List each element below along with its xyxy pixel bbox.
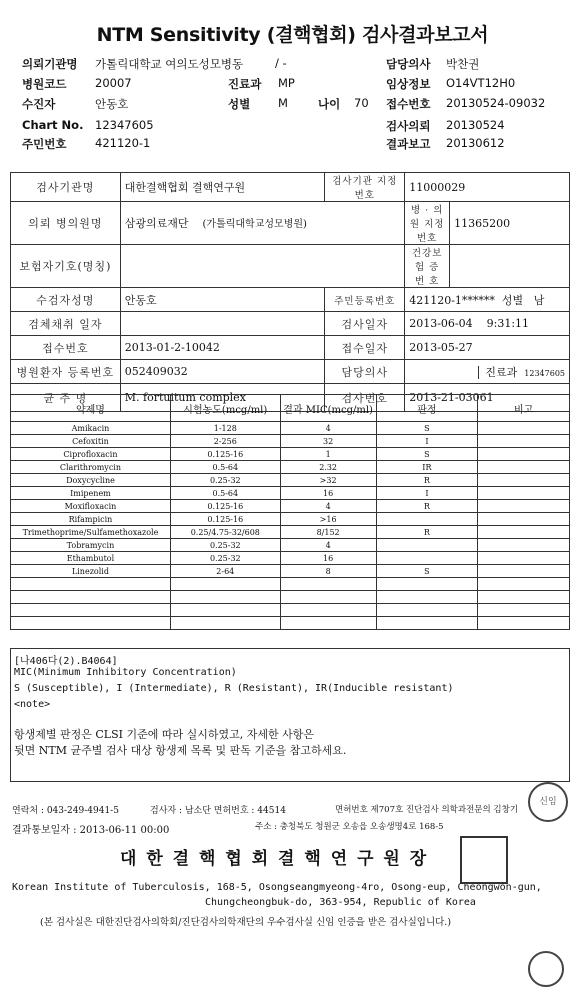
test-range: 1-128 — [170, 422, 280, 435]
result-row — [11, 565, 570, 578]
clinical-label: 임상정보 — [386, 77, 431, 91]
doctor-label: 담당의사 — [386, 57, 431, 71]
footer-org-name: 대 한 결 핵 협 회 결 핵 연 구 원 장 — [120, 849, 429, 869]
test-range: 0.25-32 — [170, 474, 280, 487]
notes-code: [나406다(2).B4064] — [14, 656, 118, 667]
test-range: 2-256 — [170, 435, 280, 448]
drug-name: Rifampicin — [11, 513, 171, 526]
interpretation — [376, 591, 478, 604]
result-row — [11, 513, 570, 526]
dept-cell — [405, 360, 570, 384]
interpretation: S — [376, 565, 478, 578]
patient-info-table — [10, 172, 570, 412]
test-date-label: 검사일자 — [325, 312, 405, 336]
mic-value: >32 — [280, 474, 376, 487]
recv-value: 20130524-09032 — [446, 96, 546, 110]
drug-name: Doxycycline — [11, 474, 171, 487]
sex-label: 성별 — [501, 293, 524, 307]
result-row — [11, 422, 570, 435]
age-value: 70 — [354, 96, 369, 110]
hospcode-value: 20007 — [95, 76, 132, 90]
result-row — [11, 500, 570, 513]
test-range: 2-64 — [170, 565, 280, 578]
drug-name — [11, 591, 171, 604]
ref-no-value: 11365200 — [450, 202, 570, 245]
test-date-value: 2013-06-04 — [409, 317, 473, 330]
result-row — [11, 487, 570, 500]
drug-name: Linezolid — [11, 565, 171, 578]
age-label: 나이 — [318, 97, 341, 111]
results-table — [10, 394, 570, 630]
collect-value — [120, 312, 325, 336]
mic-value: 4 — [280, 500, 376, 513]
drug-name: Trimethoprime/Sulfamethoxazole — [11, 526, 171, 539]
rrn-cell — [405, 288, 570, 312]
result-row — [11, 526, 570, 539]
interpretation — [376, 513, 478, 526]
col-remark: 비고 — [478, 395, 570, 422]
recv-date-label: 접수일자 — [325, 336, 405, 360]
ref-extra: (가톨릭대학교성모병원) — [202, 219, 307, 230]
inst-label: 의뢰기관명 — [22, 57, 78, 71]
doctor-label: 담당의사 — [325, 360, 405, 384]
result-row — [11, 617, 570, 630]
notes-box — [10, 648, 570, 782]
recv-label: 접수번호 — [386, 97, 431, 111]
remark — [478, 539, 570, 552]
recv-label: 접수번호 — [11, 336, 121, 360]
mic-value: 16 — [280, 552, 376, 565]
mic-value: 32 — [280, 435, 376, 448]
req-value: 20130524 — [446, 118, 505, 132]
footer-license: 면허번호 제707호 진단검사 의학과전문의 김창기 — [335, 805, 519, 815]
result-row — [11, 448, 570, 461]
remark — [478, 604, 570, 617]
remark — [478, 487, 570, 500]
remark — [478, 565, 570, 578]
reg-label: 병원환자 등록번호 — [11, 360, 121, 384]
remark — [478, 578, 570, 591]
test-no-label: 검사번호 — [325, 384, 405, 412]
footer-cert: (본 검사실은 대한진단검사의학회/진단검사의학재단의 우수검사실 신임 인증을 받은 검사실입니다.) — [40, 917, 452, 928]
patient-value: 안동호 — [95, 97, 129, 111]
remark — [478, 552, 570, 565]
dept-label: 진료과 — [478, 366, 517, 379]
drug-name: Tobramycin — [11, 539, 171, 552]
rrn-value: 421120-1****** — [409, 293, 495, 307]
name-value: 안동호 — [120, 288, 325, 312]
reg-value: 052409032 — [120, 360, 325, 384]
notes-line1: 항생제별 판정은 CLSI 기준에 따라 실시하였고, 자세한 사항은 — [14, 728, 314, 741]
remark — [478, 617, 570, 630]
mic-value: 8/152 — [280, 526, 376, 539]
sex-label: 성별 — [228, 97, 251, 111]
inst-extra: / - — [275, 56, 287, 70]
result-row — [11, 435, 570, 448]
footer-address-en1: Korean Institute of Tuberculosis, 168-5, Osongseangmyeong-4ro, Osong-eup, Cheongwon-gun, — [12, 882, 542, 893]
rrn-label: 주민번호 — [22, 137, 67, 151]
footer-phone: 연락처 : 043-249-4941-5 — [12, 806, 119, 816]
mic-value: 2.32 — [280, 461, 376, 474]
sex-value: M — [278, 96, 288, 110]
report-value: 20130612 — [446, 136, 505, 150]
test-date-cell — [405, 312, 570, 336]
mic-value — [280, 578, 376, 591]
lab-no-value: 11000029 — [405, 173, 570, 202]
remark — [478, 474, 570, 487]
mic-value — [280, 591, 376, 604]
mic-value — [280, 604, 376, 617]
patient-label: 수진자 — [22, 97, 56, 111]
collect-label: 검체채취 일자 — [11, 312, 121, 336]
test-range: 0.5-64 — [170, 487, 280, 500]
interpretation — [376, 539, 478, 552]
ref-no-label: 병 · 의원 지정번호 — [405, 202, 450, 245]
interpretation — [376, 578, 478, 591]
remark — [478, 422, 570, 435]
notes-line2: 뒷면 NTM 균주별 검사 대상 항생제 목록 및 판독 기준을 참고하세요. — [14, 744, 347, 757]
result-row — [11, 604, 570, 617]
footer-address-en2: Chungcheongbuk-do, 363-954, Republic of Korea — [205, 897, 476, 908]
hospcode-label: 병원코드 — [22, 77, 67, 91]
recv-date-value: 2013-05-27 — [405, 336, 570, 360]
mic-value: 1 — [280, 448, 376, 461]
drug-name: Ciprofloxacin — [11, 448, 171, 461]
col-interp: 판정 — [376, 395, 478, 422]
recv-value: 2013-01-2-10042 — [120, 336, 325, 360]
ins-value — [120, 245, 404, 288]
official-stamp — [460, 836, 508, 884]
remark — [478, 591, 570, 604]
interpretation: S — [376, 422, 478, 435]
drug-name — [11, 604, 171, 617]
test-range: 0.5-64 — [170, 461, 280, 474]
org-label: 균 주 명 — [11, 384, 121, 412]
dept-label: 진료과 — [228, 77, 262, 91]
drug-name: Ethambutol — [11, 552, 171, 565]
result-row — [11, 474, 570, 487]
results-header-row — [11, 395, 570, 422]
result-row — [11, 539, 570, 552]
drug-name: Moxifloxacin — [11, 500, 171, 513]
org-value: M. fortuitum complex — [120, 384, 325, 412]
name-label: 수검자성명 — [11, 288, 121, 312]
cert-seal-small — [528, 951, 564, 987]
lab-no-label: 검사기관 지정번호 — [325, 173, 405, 202]
result-row — [11, 552, 570, 565]
req-label: 검사의뢰 — [386, 119, 431, 133]
report-label: 결과보고 — [386, 137, 431, 151]
interpretation: I — [376, 487, 478, 500]
interpretation: IR — [376, 461, 478, 474]
result-row — [11, 591, 570, 604]
notes-mic: MIC(Minimum Inhibitory Concentration) — [14, 667, 237, 678]
notes-tag: <note> — [14, 699, 51, 710]
chart-value: 12347605 — [95, 118, 154, 132]
ins-label: 보험자기호(명칭) — [11, 245, 121, 288]
drug-name: Clarithromycin — [11, 461, 171, 474]
ref-cell — [120, 202, 404, 245]
remark — [478, 513, 570, 526]
ref-value: 삼광의료재단 — [124, 217, 189, 230]
remark — [478, 435, 570, 448]
interpretation: S — [376, 448, 478, 461]
sex-value: 남 — [533, 293, 545, 307]
clinical-value: O14VT12H0 — [446, 76, 516, 90]
test-range: 0.125-16 — [170, 500, 280, 513]
results-body — [11, 395, 570, 630]
seal-text: 신임 — [539, 797, 557, 807]
footer-report-date: 결과통보일자 : 2013-06-11 00:00 — [12, 825, 170, 836]
rrn-label: 주민등록번호 — [325, 288, 405, 312]
inst-value: 가톨릭대학교 여의도성모병동 — [95, 57, 244, 71]
footer-address-kr: 주소 : 충청북도 청원군 오송읍 오송생명4로 168-5 — [255, 822, 444, 832]
interpretation — [376, 617, 478, 630]
mic-value — [280, 617, 376, 630]
col-range: 시험농도(mcg/ml) — [170, 395, 280, 422]
interpretation: R — [376, 474, 478, 487]
test-range: 0.25/4.75-32/608 — [170, 526, 280, 539]
drug-name: Cefoxitin — [11, 435, 171, 448]
mic-value: 4 — [280, 539, 376, 552]
lab-value: 대한결핵협회 결핵연구원 — [120, 173, 325, 202]
cert-seal — [528, 782, 568, 822]
interpretation: R — [376, 526, 478, 539]
remark — [478, 448, 570, 461]
doctor-value: 박찬권 — [446, 57, 480, 71]
test-range: 0.125-16 — [170, 448, 280, 461]
remark — [478, 461, 570, 474]
result-row — [11, 578, 570, 591]
lab-label: 검사기관명 — [11, 173, 121, 202]
test-time-value: 9:31:11 — [486, 317, 530, 330]
ins-card-label: 건강보험 증 번 호 — [405, 245, 450, 288]
interpretation: R — [376, 500, 478, 513]
scanned-form — [8, 166, 570, 926]
report-header — [0, 56, 585, 152]
interpretation — [376, 604, 478, 617]
test-range — [170, 617, 280, 630]
remark — [478, 526, 570, 539]
mic-value: 16 — [280, 487, 376, 500]
test-no-value: 2013-21-03061 — [405, 384, 570, 412]
mic-value: 8 — [280, 565, 376, 578]
drug-name: Imipenem — [11, 487, 171, 500]
mic-value: 4 — [280, 422, 376, 435]
test-range — [170, 578, 280, 591]
drug-name: Amikacin — [11, 422, 171, 435]
mic-value: >16 — [280, 513, 376, 526]
interpretation — [376, 552, 478, 565]
dept-value: 12347605 — [524, 368, 565, 378]
chart-label: Chart No. — [22, 118, 84, 132]
interpretation: I — [376, 435, 478, 448]
test-range: 0.25-32 — [170, 552, 280, 565]
ins-card-value — [450, 245, 570, 288]
result-row — [11, 461, 570, 474]
test-range — [170, 591, 280, 604]
drug-name — [11, 578, 171, 591]
footer-inspector: 검사자 : 남소단 면허번호 : 44514 — [150, 806, 286, 816]
col-drug: 약제명 — [11, 395, 171, 422]
test-range: 0.125-16 — [170, 513, 280, 526]
rrn-value: 421120-1 — [95, 136, 151, 150]
col-mic: 결과 MIC(mcg/ml) — [280, 395, 376, 422]
test-range: 0.25-32 — [170, 539, 280, 552]
ref-label: 의뢰 병의원명 — [11, 202, 121, 245]
remark — [478, 500, 570, 513]
dept-value: MP — [278, 76, 295, 90]
notes-legend: S (Susceptible), I (Intermediate), R (Resistant), IR(Inducible resistant) — [14, 683, 454, 694]
test-range — [170, 604, 280, 617]
drug-name — [11, 617, 171, 630]
report-title: NTM Sensitivity (결핵협회) 검사결과보고서 — [96, 24, 489, 46]
